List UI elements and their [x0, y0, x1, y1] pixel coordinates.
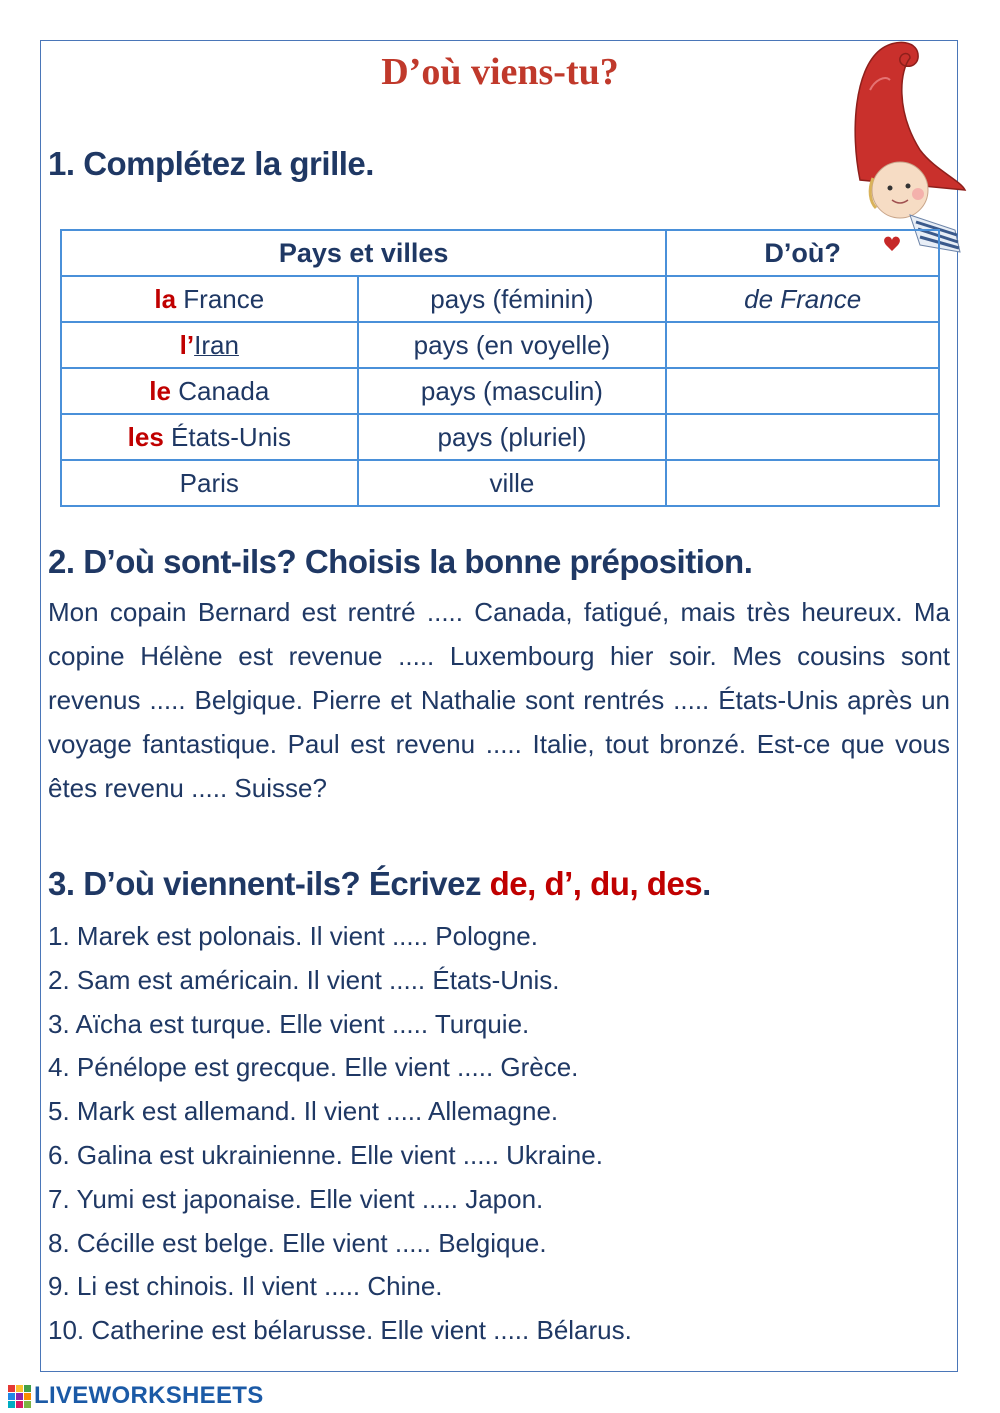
- table-header-places: Pays et villes: [61, 230, 666, 276]
- section3-heading-prefix: 3. D’où viennent-ils? Écrivez: [48, 865, 490, 902]
- list-item: 5. Mark est allemand. Il vient ..... Allemagne.: [48, 1096, 559, 1127]
- logo-square: [8, 1401, 15, 1408]
- list-item: 9. Li est chinois. Il vient ..... Chine.: [48, 1271, 443, 1302]
- table-header-row: [61, 230, 939, 276]
- answer-cell[interactable]: de France: [666, 276, 939, 322]
- table-row: [61, 414, 939, 460]
- table-row: [61, 460, 939, 506]
- country-cell: [61, 460, 358, 506]
- country-name: France: [176, 283, 265, 314]
- article: la: [154, 283, 177, 314]
- liveworksheets-icon: [8, 1385, 31, 1408]
- page-title: D’où viens-tu?: [381, 51, 619, 93]
- table-row: [61, 368, 939, 414]
- logo-square: [24, 1401, 31, 1408]
- list-item: 8. Cécille est belge. Elle vient ..... Belgique.: [48, 1227, 547, 1258]
- list-item: 6. Galina est ukrainienne. Elle vient ..... Ukraine.: [48, 1139, 603, 1170]
- footer-logo[interactable]: [8, 1382, 264, 1410]
- country-cell: [61, 414, 358, 460]
- section3-list: [48, 915, 948, 1353]
- list-item: 3. Aïcha est turque. Elle vient ..... Turquie.: [48, 1008, 530, 1039]
- logo-square: [16, 1401, 23, 1408]
- answer-cell[interactable]: [666, 414, 939, 460]
- answer-cell[interactable]: [666, 460, 939, 506]
- country-cell: [61, 322, 358, 368]
- article: les: [127, 421, 164, 452]
- logo-square: [16, 1393, 23, 1400]
- countries-table: [60, 229, 940, 507]
- type-cell: pays (pluriel): [358, 414, 667, 460]
- type-cell: pays (en voyelle): [358, 322, 667, 368]
- article: l’: [179, 329, 195, 360]
- logo-square: [24, 1385, 31, 1392]
- type-cell: pays (masculin): [358, 368, 667, 414]
- answer-cell[interactable]: [666, 322, 939, 368]
- answer-cell[interactable]: [666, 368, 939, 414]
- country-name: États-Unis: [163, 421, 291, 452]
- table-row: [61, 322, 939, 368]
- list-item: 10. Catherine est bélarusse. Elle vient ..... Bélarus.: [48, 1315, 632, 1346]
- section3-heading-accent: de, d’, du, des: [489, 865, 703, 902]
- section1-heading: 1. Complétez la grille.: [48, 145, 374, 182]
- section2-paragraph: Mon copain Bernard est rentré ..... Canada, fatigué, mais très heureux. Ma copine Hélène est revenue ..... Luxembourg hier soir. Mes cousins sont revenus ..... Belgique. Pierre et Nathalie sont rentrés ..... États-Unis après un voyage fantastique. Paul est revenu ..... Italie, tout bronzé. Est-ce que vous êtes revenu ..... Suisse?: [48, 597, 950, 803]
- gnome-illustration: [840, 30, 970, 255]
- logo-square: [16, 1385, 23, 1392]
- section3-heading: [48, 865, 711, 903]
- article: le: [149, 375, 171, 406]
- list-item: 7. Yumi est japonaise. Elle vient ..... Japon.: [48, 1183, 544, 1214]
- table-row: [61, 276, 939, 322]
- country-name: Canada: [170, 375, 270, 406]
- type-cell: ville: [358, 460, 667, 506]
- type-cell: pays (féminin): [358, 276, 667, 322]
- list-item: 4. Pénélope est grecque. Elle vient ..... Grèce.: [48, 1052, 579, 1083]
- country-cell: [61, 368, 358, 414]
- list-item: 1. Marek est polonais. Il vient ..... Pologne.: [48, 921, 538, 951]
- country-cell: [61, 276, 358, 322]
- logo-square: [24, 1393, 31, 1400]
- table-header-from: D’où?: [666, 230, 939, 276]
- logo-square: [8, 1393, 15, 1400]
- country-name: Paris: [179, 467, 239, 498]
- section2-heading: 2. D’où sont-ils? Choisis la bonne préposition.: [48, 543, 753, 580]
- section3-heading-suffix: .: [702, 865, 711, 902]
- list-item: 2. Sam est américain. Il vient ..... États-Unis.: [48, 964, 560, 995]
- logo-square: [8, 1385, 15, 1392]
- footer-brand: LIVEWORKSHEETS: [34, 1382, 264, 1409]
- country-name: Iran: [194, 329, 239, 360]
